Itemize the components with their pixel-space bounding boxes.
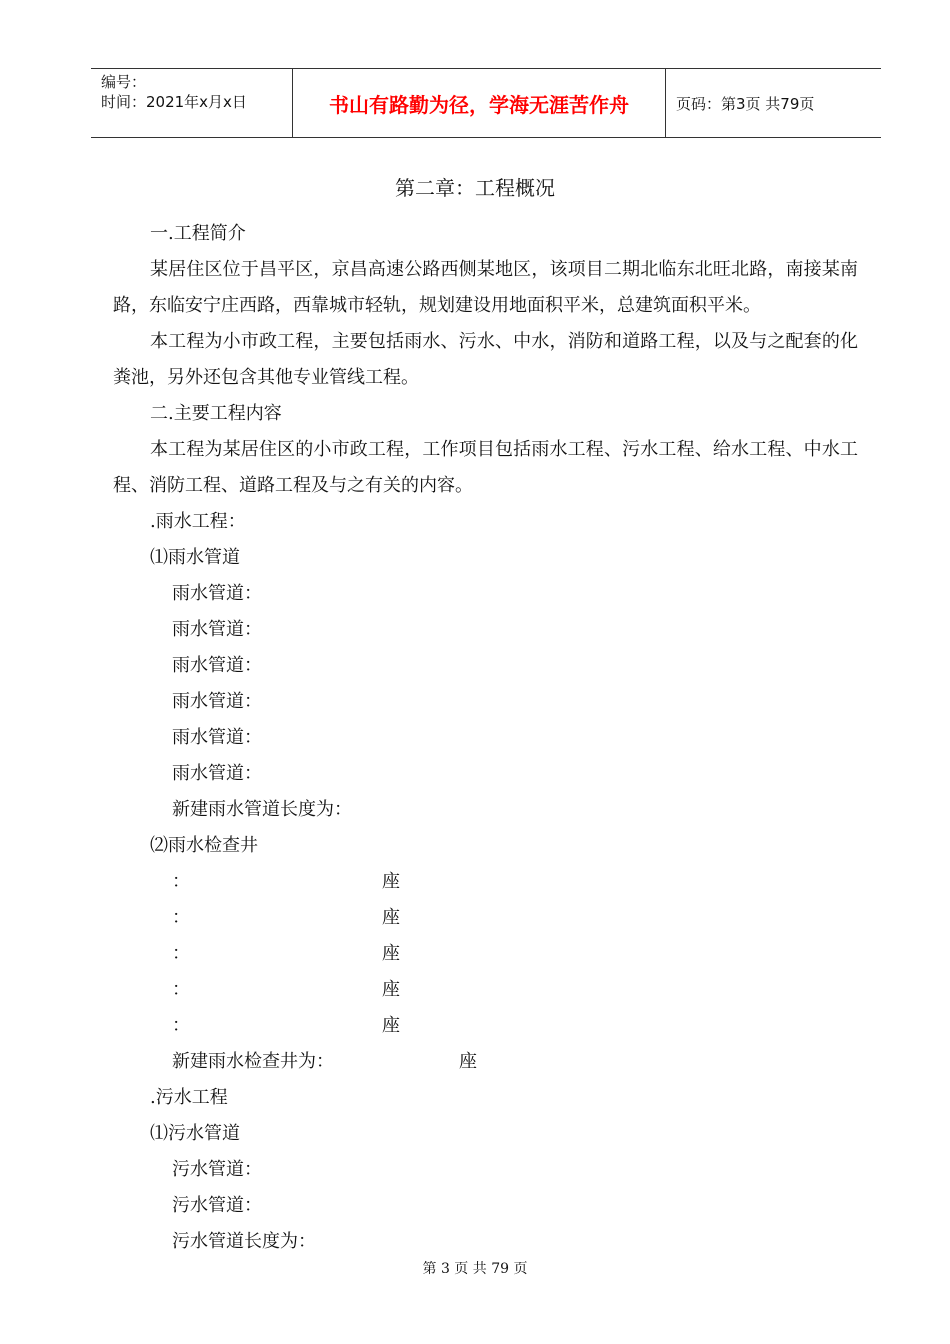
rain-well-unit: 座 (382, 943, 400, 964)
time-label: 时间：2021年x月x日 (101, 93, 247, 111)
rain-well-total: 新建雨水检查井为： (172, 1051, 334, 1072)
rain-pipe-item: 雨水管道： (172, 727, 262, 748)
rain-well-colon: ： (172, 943, 190, 964)
rain-well-unit: 座 (382, 871, 400, 892)
rain-well-colon: ： (172, 1015, 190, 1036)
rain-well-unit: 座 (382, 1015, 400, 1036)
page-footer: 第 3 页 共 79 页 (422, 1261, 528, 1277)
number-label: 编号： (101, 73, 147, 91)
section-heading-intro: 一.工程简介 (150, 223, 246, 244)
sewage-pipe-item: 污水管道： (172, 1159, 262, 1180)
rain-pipe-heading: ⑴雨水管道 (150, 547, 240, 568)
motto: 书山有路勤为径，学海无涯苦作舟 (293, 69, 666, 137)
rain-heading: .雨水工程： (150, 511, 246, 532)
sewage-pipe-total: 污水管道长度为： (172, 1231, 316, 1252)
section-heading-contents: 二.主要工程内容 (150, 403, 282, 424)
intro-paragraph-1: 某居住区位于昌平区，京昌高速公路西侧某地区，该项目二期北临东北旺北路，南接某南路，东临安宁庄西路，西靠城市轻轨，规划建设用地面积平米，总建筑面积平米。 (113, 259, 858, 316)
rain-pipe-item: 雨水管道： (172, 763, 262, 784)
rain-well-unit: 座 (382, 907, 400, 928)
rain-pipe-item: 雨水管道： (172, 655, 262, 676)
rain-pipe-total: 新建雨水管道长度为： (172, 799, 352, 820)
document-header (91, 68, 881, 138)
rain-pipe-item: 雨水管道： (172, 691, 262, 712)
chapter-title: 第二章：工程概况 (395, 176, 555, 200)
contents-paragraph: 本工程为某居住区的小市政工程，工作项目包括雨水工程、污水工程、给水工程、中水工程、消防工程、道路工程及与之有关的内容。 (113, 439, 858, 496)
rain-well-unit: 座 (382, 979, 400, 1000)
rain-well-colon: ： (172, 907, 190, 928)
page-info: 页码：第3页 共79页 (676, 94, 815, 113)
sewage-heading: .污水工程 (150, 1087, 228, 1108)
sewage-pipe-item: 污水管道： (172, 1195, 262, 1216)
rain-well-total-unit: 座 (459, 1051, 477, 1072)
rain-well-heading: ⑵雨水检查井 (150, 835, 258, 856)
sewage-pipe-heading: ⑴污水管道 (150, 1123, 240, 1144)
rain-pipe-item: 雨水管道： (172, 583, 262, 604)
rain-well-colon: ： (172, 979, 190, 1000)
rain-well-colon: ： (172, 871, 190, 892)
rain-pipe-item: 雨水管道： (172, 619, 262, 640)
header-meta-cell (91, 69, 293, 137)
intro-paragraph-2: 本工程为小市政工程，主要包括雨水、污水、中水，消防和道路工程，以及与之配套的化粪池，另外还包含其他专业管线工程。 (113, 331, 858, 388)
